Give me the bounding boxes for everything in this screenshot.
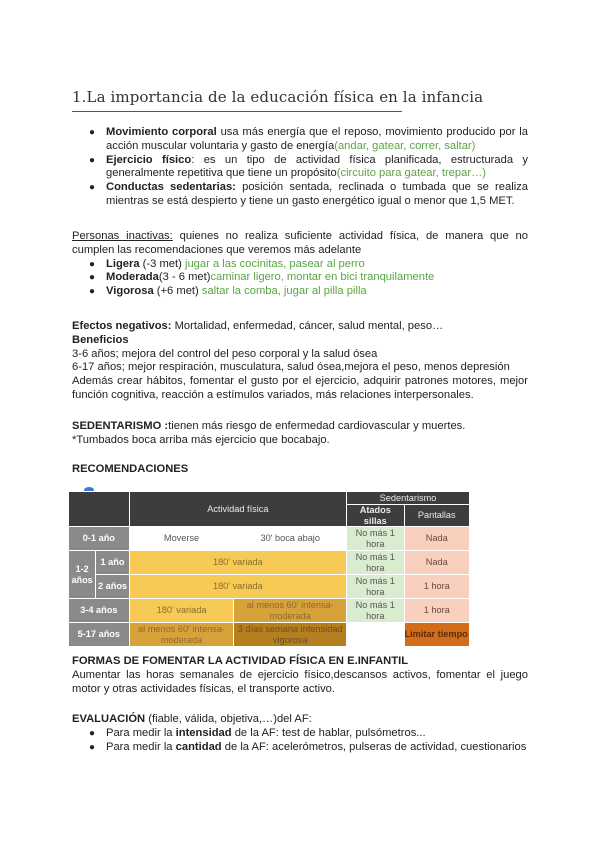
bullet-icon: ● xyxy=(89,154,96,166)
definition-item: ● Movimiento corporal usa más energía que el reposo, movimiento producido por la acción muscular voluntaria y gasto de energía(andar, gatear, correr, saltar) xyxy=(89,126,528,152)
effects-section xyxy=(72,320,528,403)
screens-cell: Limitar tiempo xyxy=(404,623,470,647)
header-screens: Pantallas xyxy=(404,505,470,527)
activity-cell: 180' variada xyxy=(129,575,346,599)
screens-cell: Nada xyxy=(404,527,470,551)
age-cell: 0-1 año xyxy=(69,527,130,551)
forms-heading: FORMAS DE FOMENTAR LA ACTIVIDAD FÍSICA EN E.INFANTIL xyxy=(72,655,409,667)
bullet-icon: ● xyxy=(89,258,96,270)
header-seated: Atados sillas xyxy=(347,505,404,527)
evaluation-list xyxy=(72,727,528,755)
header-activity: Actividad física xyxy=(129,492,346,527)
recommendations-table xyxy=(68,491,470,647)
evaluation-item: ● Para medir la cantidad de la AF: acelerómetros, pulseras de actividad, cuestionarios xyxy=(89,740,527,753)
age-cell: 1-2 años xyxy=(69,551,96,599)
header-sedentary: Sedentarismo xyxy=(347,492,470,505)
definition-item: ● Conductas sedentarias: posición sentada, reclinada o tumbada que se realiza mientras se está despierto y tiene un gasto energético igual o menor que 1,5 MET. xyxy=(89,181,529,207)
activity-cell: 3 días semana intensidad vigorosa xyxy=(234,623,347,647)
screens-cell: Nada xyxy=(404,551,470,575)
benefit-line: 3-6 años; mejora del control del peso corporal y la salud ósea xyxy=(72,347,378,360)
bullet-icon: ● xyxy=(89,741,96,753)
table-corner-cell xyxy=(69,492,130,527)
evaluation-item: ● Para medir la intensidad de la AF: test de hablar, pulsómetros... xyxy=(89,726,426,739)
inactive-paragraph: Personas inactivas: quienes no realiza suficiente actividad física, de manera que no cumplen las recomendaciones que veremos más adelante xyxy=(72,230,528,256)
screens-cell: 1 hora xyxy=(404,599,470,623)
forms-text: Aumentar las horas semanales de ejercicio físico,descansos activos, fomentar el juego motor y otras actividades físicas, el transporte activo. xyxy=(72,668,528,695)
activity-cell: al menos 60' intensa-moderada xyxy=(129,623,234,647)
bullet-icon: ● xyxy=(89,182,96,194)
activity-cell: 180' variada xyxy=(129,551,346,575)
screens-cell: 1 hora xyxy=(404,575,470,599)
bullet-icon: ● xyxy=(89,286,96,298)
bullet-icon: ● xyxy=(89,727,96,739)
bullet-icon: ● xyxy=(89,272,96,284)
evaluation-section xyxy=(72,713,528,754)
seated-cell: No más 1 hora xyxy=(347,551,404,575)
activity-cell: al menos 60' intensa-moderada xyxy=(234,599,347,623)
bullet-icon: ● xyxy=(89,127,96,138)
sedentarism-note: *Tumbados boca arriba más ejercicio que bocabajo. xyxy=(72,433,330,446)
activity-cell: Moverse xyxy=(129,527,234,551)
age-cell: 5-17 años xyxy=(69,623,130,647)
definition-item: ● Ejercicio físico: es un tipo de actividad física planificada, estructurada y generalmente repetitiva que tiene un propósito(circuito para gatear, trepar…) xyxy=(89,153,529,180)
activity-level-item: ● Moderada(3 - 6 met)caminar ligero, montar en bici tranquilamente xyxy=(89,271,435,284)
benefits-heading: Beneficios xyxy=(72,333,129,346)
sedentarism-section xyxy=(72,420,528,448)
forms-section xyxy=(72,655,528,696)
activity-level-item: ● Ligera (-3 met) jugar a las cocinitas, pasear al perro xyxy=(89,257,365,270)
age-sub-cell: 1 año xyxy=(96,551,129,575)
seated-cell: No más 1 hora xyxy=(347,575,404,599)
inactive-section xyxy=(72,230,528,299)
seated-cell: No más 1 hora xyxy=(347,599,404,623)
evaluation-heading: EVALUACIÓN (fiable, válida, objetiva,…)del AF: xyxy=(72,713,312,725)
definitions-list xyxy=(72,126,528,209)
sedentarism-line: SEDENTARISMO :tienen más riesgo de enfermedad cardiovascular y muertes. xyxy=(72,420,466,432)
benefit-line: Además crear hábitos, fomentar el gusto por el ejercicio, adquirir patrones motores, mejor función cognitiva, reacción a estímulos variados, más relaciones interpersonales. xyxy=(72,375,528,401)
seated-cell-empty xyxy=(347,623,404,647)
negative-effects: Efectos negativos: Mortalidad, enfermedad, cáncer, salud mental, peso… xyxy=(72,320,444,332)
activity-level-item: ● Vigorosa (+6 met) saltar la comba, jugar al pilla pilla xyxy=(89,285,367,298)
benefit-line: 6-17 años; mejor respiración, musculatura, salud ósea,mejora el peso, menos depresión xyxy=(72,361,510,374)
page-title: 1.La importancia de la educación física en la infancia xyxy=(72,88,484,106)
recommendations-heading: RECOMENDACIONES xyxy=(72,463,189,475)
activity-cell: 30' boca abajo xyxy=(234,527,347,551)
age-sub-cell: 2 años xyxy=(96,575,129,599)
age-cell: 3-4 años xyxy=(69,599,130,623)
seated-cell: No más 1 hora xyxy=(347,527,404,551)
activity-cell: 180' variada xyxy=(129,599,234,623)
title-underline xyxy=(72,111,402,112)
activity-levels-list xyxy=(72,258,528,299)
definitions-section xyxy=(72,126,528,209)
